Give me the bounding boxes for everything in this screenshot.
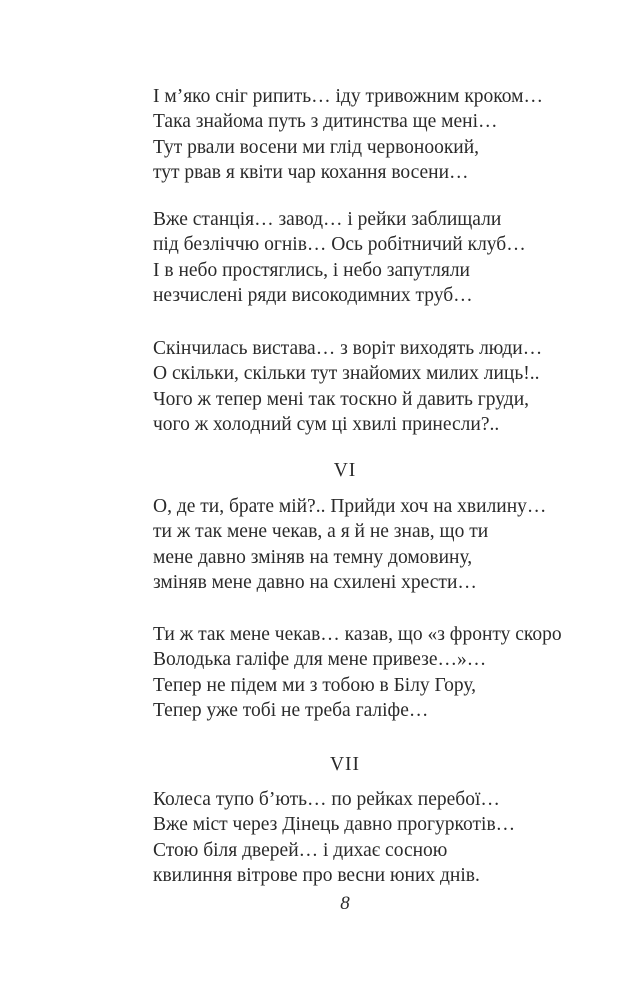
verse-line: мене давно зміняв на темну домовину, — [153, 546, 473, 568]
verse-line: Скінчилась вистава… з воріт виходять люди… — [153, 338, 543, 359]
verse-line: Тепер уже тобі не треба галіфе… — [153, 699, 429, 721]
verse-line: ти ж так мене чекав, а я й не знав, що ти — [153, 521, 489, 543]
verse-line: зміняв мене давно на схилені хрести… — [153, 571, 477, 593]
section-heading-vii: VII — [329, 754, 361, 775]
stanza-6 — [153, 787, 593, 888]
verse-line: Колеса тупо б’ють… по рейках перебої… — [153, 789, 500, 810]
verse-line: Володька галіфе для мене привезе…»… — [153, 649, 487, 671]
verse-line: Стою біля дверей… і дихає сосною — [153, 839, 448, 861]
verse-line: Тепер не підем ми з тобою в Білу Гору, — [153, 674, 477, 696]
verse-line: Ти ж так мене чекав… казав, що «з фронту скоро — [153, 624, 562, 645]
stanza-3 — [153, 336, 593, 437]
stanza-5 — [153, 622, 593, 723]
verse-line: Така знайома путь з дитинства ще мені… — [153, 111, 498, 133]
verse-line: незчислені ряди високодимних труб… — [153, 284, 473, 306]
verse-line: І в небо простяглись, і небо запутляли — [153, 259, 470, 281]
verse-line: Чого ж тепер мені так тоскно й давить груди, — [153, 388, 530, 410]
verse-line: чого ж холодний сум ці хвилі принесли?.. — [153, 413, 500, 435]
verse-line: Вже станція… завод… і рейки заблищали — [153, 209, 502, 230]
section-heading-vi: VI — [333, 460, 357, 481]
verse-line: О скільки, скільки тут знайомих милих лиць!.. — [153, 363, 540, 385]
stanza-4 — [153, 494, 593, 595]
stanza-1 — [153, 84, 593, 185]
verse-line: тут рвав я квіти чар кохання восени… — [153, 161, 469, 183]
verse-line: Тут рвали восени ми глід червоноокий, — [153, 136, 480, 158]
page-number: 8 — [340, 893, 350, 914]
verse-line: під безліччю огнів… Ось робітничий клуб… — [153, 234, 526, 256]
verse-line: О, де ти, брате мій?.. Прийди хоч на хвилину… — [153, 496, 547, 517]
stanza-2 — [153, 207, 593, 308]
verse-line: Вже міст через Дінець давно прогуркотів… — [153, 814, 516, 836]
verse-line: квилиння вітрове про весни юних днів. — [153, 864, 480, 886]
verse-line: І м’яко сніг рипить… іду тривожним кроком… — [153, 86, 543, 107]
